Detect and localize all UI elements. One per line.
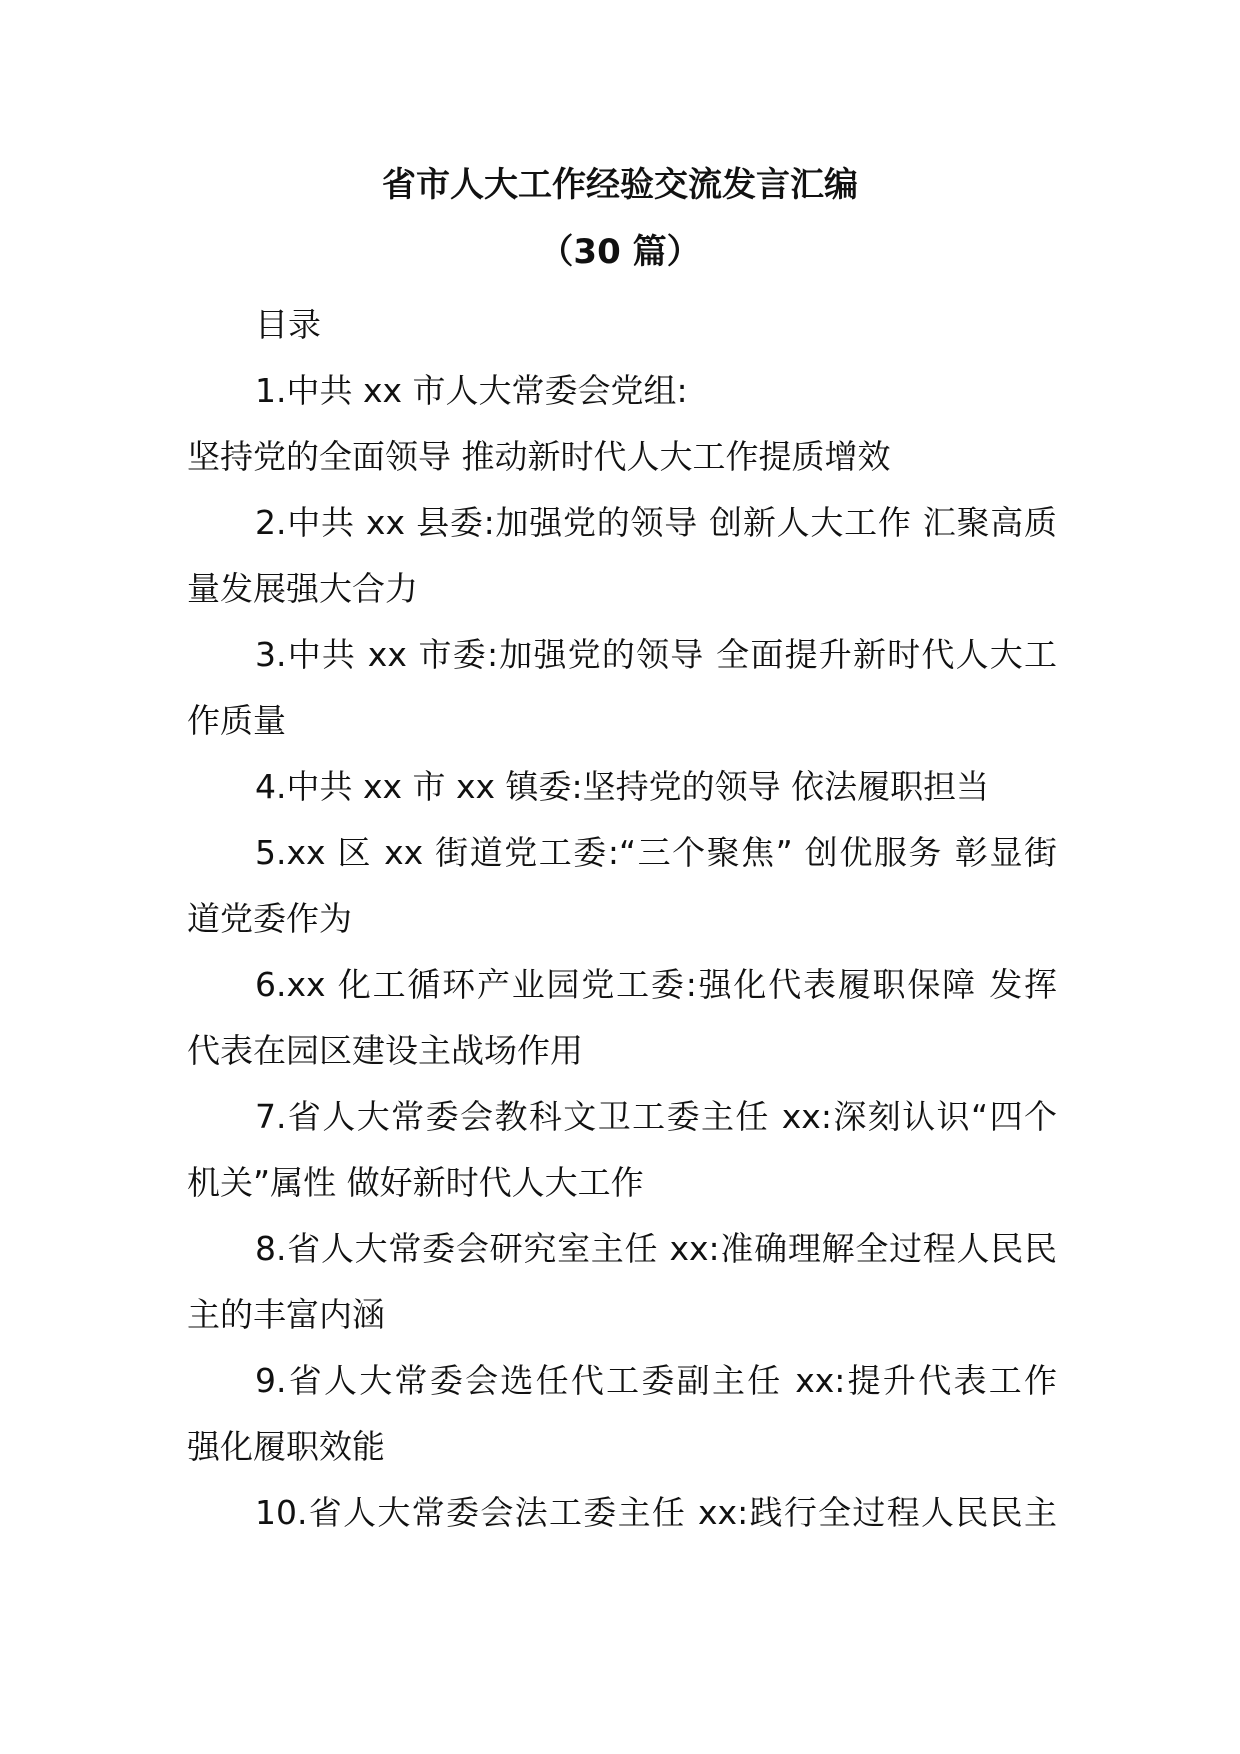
toc-entry-8-line-2: 主的丰富内涵 [187,1295,385,1334]
toc-entry-4: 4.中共 xx 市 xx 镇委:坚持党的领导 依法履职担当 [255,767,990,806]
document-subtitle: （30 篇） [539,232,701,272]
toc-entry-2-line-1: 2.中共 xx 县委:加强党的领导 创新人大工作 汇聚高质 [255,503,1057,542]
toc-entry-5-line-1: 5.xx 区 xx 街道党工委:“三个聚焦” 创优服务 彰显街 [255,833,1057,872]
toc-entry-5-line-2: 道党委作为 [187,899,352,938]
toc-entry-9-line-1: 9.省人大常委会选任代工委副主任 xx:提升代表工作 [255,1361,1057,1400]
toc-entry-10-line-1: 10.省人大常委会法工委主任 xx:践行全过程人民民主 [255,1493,1057,1532]
toc-entry-3-line-1: 3.中共 xx 市委:加强党的领导 全面提升新时代人大工 [255,635,1057,674]
document-title: 省市人大工作经验交流发言汇编 [382,165,858,205]
toc-entry-7-line-1: 7.省人大常委会教科文卫工委主任 xx:深刻认识“四个 [255,1097,1057,1136]
toc-entry-6-line-1: 6.xx 化工循环产业园党工委:强化代表履职保障 发挥 [255,965,1057,1004]
toc-entry-6-line-2: 代表在园区建设主战场作用 [187,1031,583,1070]
toc-entry-8-line-1: 8.省人大常委会研究室主任 xx:准确理解全过程人民民 [255,1229,1057,1268]
toc-heading: 目录 [255,305,321,344]
table-of-contents [187,292,1057,1546]
toc-entry-9-line-2: 强化履职效能 [187,1427,385,1466]
toc-entry-2-line-2: 量发展强大合力 [187,569,418,608]
toc-entry-7-line-2: 机关”属性 做好新时代人大工作 [187,1163,644,1202]
toc-entry-1-line-1: 1.中共 xx 市人大常委会党组: [255,371,688,410]
toc-entry-3-line-2: 作质量 [187,701,286,740]
toc-entry-1-line-2: 坚持党的全面领导 推动新时代人大工作提质增效 [187,437,891,476]
